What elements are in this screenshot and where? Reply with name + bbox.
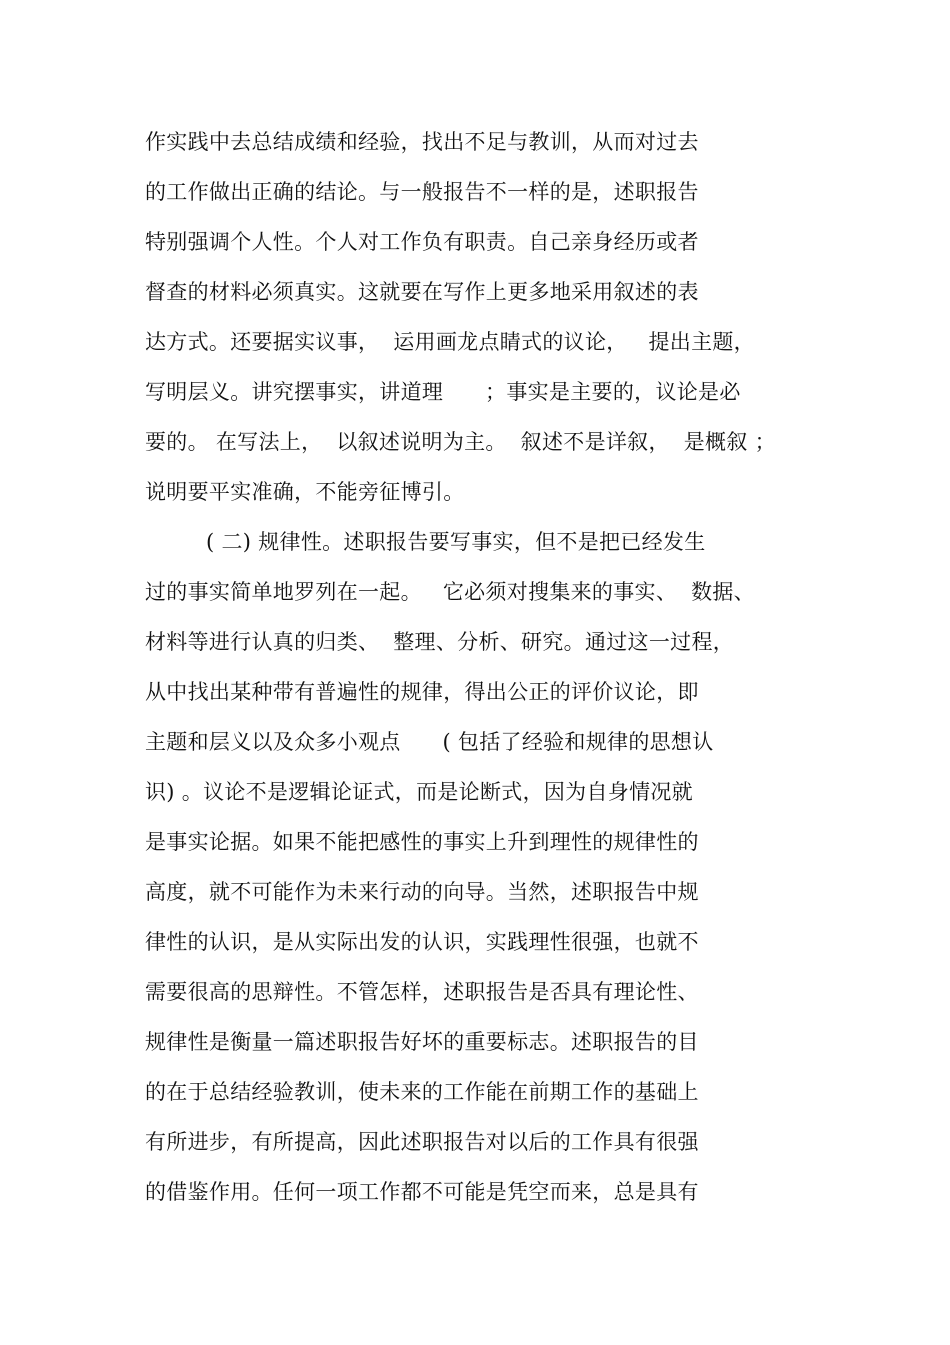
- text-line: 特别强调个人性。个人对工作负有职责。自己亲身经历或者: [145, 230, 699, 254]
- text-line: 的在于总结经验教训，使未来的工作能在前期工作的基础上: [145, 1080, 699, 1104]
- text-line: 达方式。还要据实议事， 运用画龙点睛式的议论， 提出主题，: [145, 330, 755, 354]
- text-line: 的借鉴作用。任何一项工作都不可能是凭空而来，总是具有: [145, 1180, 699, 1204]
- text-line: 识) 。议论不是逻辑论证式，而是论断式，因为自身情况就: [145, 780, 693, 804]
- text-line: 督查的材料必须真实。这就要在写作上更多地采用叙述的表: [145, 280, 699, 304]
- text-line: 说明要平实准确，不能旁征博引。: [145, 480, 465, 504]
- section-heading-line: ( 二) 规律性。述职报告要写事实，但不是把已经发生: [206, 530, 706, 554]
- text-line: 过的事实简单地罗列在一起。 它必须对搜集来的事实、 数据、: [145, 580, 755, 604]
- text-line: 是事实论据。如果不能把感性的事实上升到理性的规律性的: [145, 830, 699, 854]
- text-line: 律性的认识，是从实际出发的认识，实践理性很强，也就不: [145, 930, 699, 954]
- text-line: 材料等进行认真的归类、 整理、分析、研究。通过这一过程，: [145, 630, 735, 654]
- text-line: 要的。 在写法上， 以叙述说明为主。 叙述不是详叙， 是概叙 ；: [145, 430, 776, 454]
- text-line: 作实践中去总结成绩和经验，找出不足与教训，从而对过去: [145, 130, 699, 154]
- text-line: 写明层义。讲究摆事实，讲道理 ；事实是主要的，议论是必: [145, 380, 741, 404]
- text-line: 有所进步，有所提高，因此述职报告对以后的工作具有很强: [145, 1130, 699, 1154]
- text-line: 的工作做出正确的结论。与一般报告不一样的是，述职报告: [145, 180, 699, 204]
- text-line: 主题和层义以及众多小观点 ( 包括了经验和规律的思想认: [145, 730, 714, 754]
- text-line: 从中找出某种带有普遍性的规律，得出公正的评价议论，即: [145, 680, 699, 704]
- text-line: 规律性是衡量一篇述职报告好坏的重要标志。述职报告的目: [145, 1030, 699, 1054]
- text-line: 需要很高的思辩性。不管怎样，述职报告是否具有理论性、: [145, 980, 699, 1004]
- text-line: 高度，就不可能作为未来行动的向导。当然，述职报告中规: [145, 880, 699, 904]
